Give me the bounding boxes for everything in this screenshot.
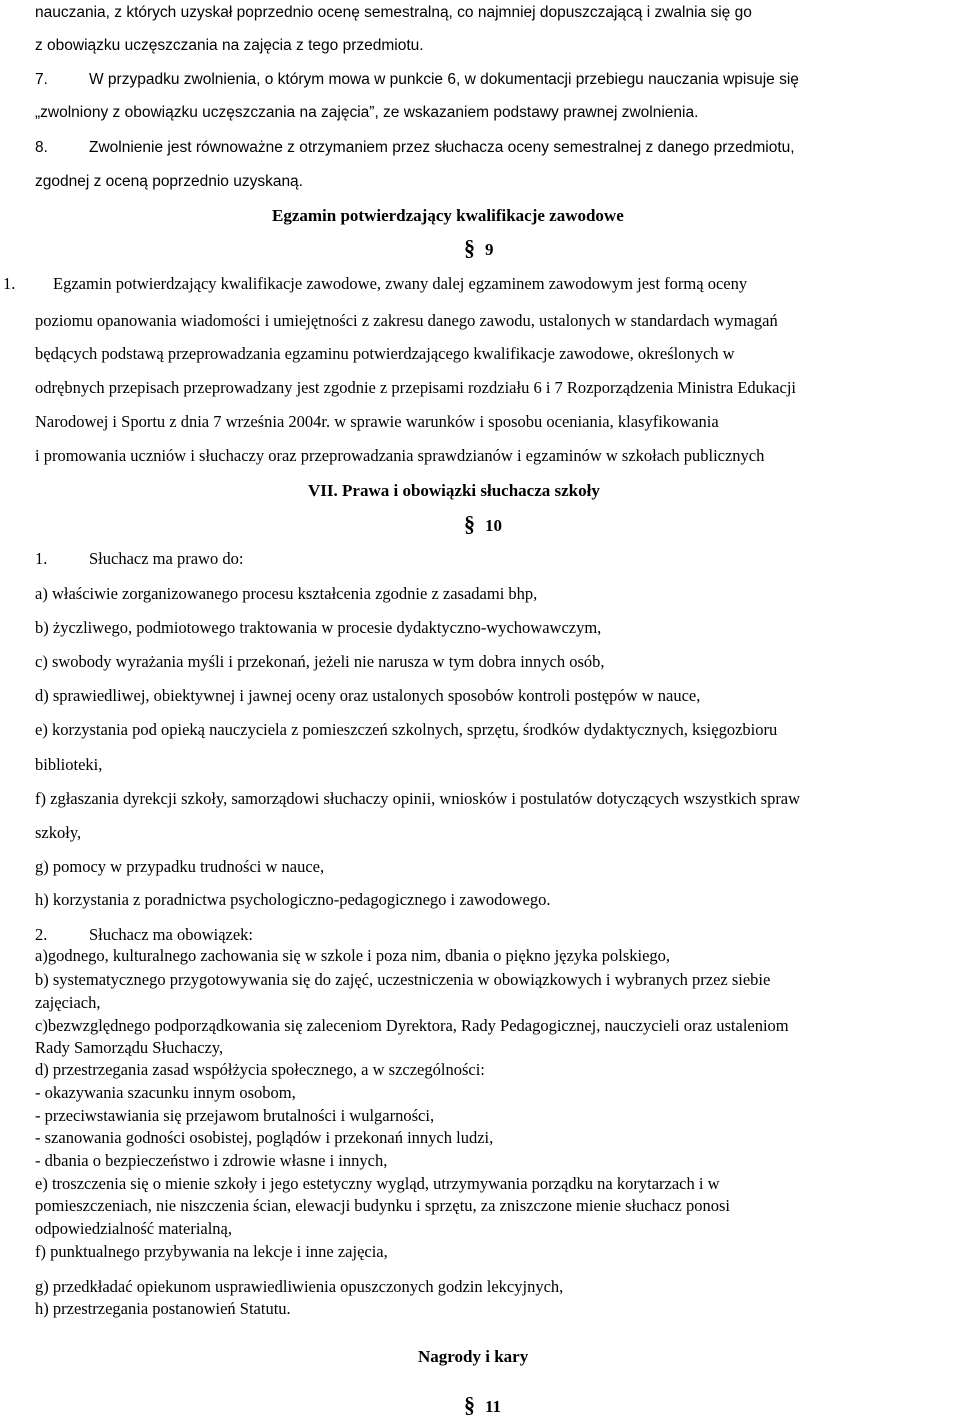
item-number: 7. (35, 71, 48, 88)
section-number (464, 1392, 502, 1417)
section-heading: Nagrody i kary (418, 1347, 529, 1366)
list-item: h) korzystania z poradnictwa psychologiczno-pedagogicznego i zawodowego. (35, 890, 551, 909)
section-heading: VII. Prawa i obowiązki słuchacza szkoły (308, 481, 600, 500)
list-item: f) zgłaszania dyrekcji szkoły, samorządowi słuchaczy opinii, wniosków i postulatów dotyczących wszystkich spraw (35, 789, 801, 808)
list-item-continuation: szkoły, (35, 823, 82, 842)
text-line: Słuchacz ma prawo do: (89, 549, 244, 568)
list-item: b) życzliwego, podmiotowego traktowania w procesie dydaktyczno-wychowawczym, (35, 618, 602, 637)
text-line: zgodnej z oceną poprzednio uzyskaną. (35, 173, 303, 190)
text-line: odrębnych przepisach przeprowadzany jest zgodnie z przepisami rozdziału 6 i 7 Rozporządzenia Ministra Edukacji (35, 378, 796, 397)
item-number: 8. (35, 139, 48, 156)
list-item: c) swobody wyrażania myśli i przekonań, jeżeli nie narusza w tym dobra innych osób, (35, 652, 605, 671)
section-number-value: 9 (485, 240, 494, 259)
section-number-value: 11 (485, 1397, 502, 1416)
list-item: h) przestrzegania postanowień Statutu. (35, 1299, 291, 1318)
section-sign: § (464, 1392, 475, 1417)
list-item: d) przestrzegania zasad współżycia społecznego, a w szczególności: (35, 1060, 485, 1079)
item-number: 1. (35, 549, 48, 568)
list-item: e) korzystania pod opieką nauczyciela z pomieszczeń szkolnych, sprzętu, środków dydaktycznych, księgozbioru (35, 720, 778, 739)
section-number (464, 511, 502, 536)
list-item: f) punktualnego przybywania na lekcje i inne zajęcia, (35, 1242, 388, 1261)
list-item: a)godnego, kulturalnego zachowania się w szkole i poza nim, dbania o piękno języka polskiego, (35, 946, 671, 965)
list-item-continuation: biblioteki, (35, 755, 103, 774)
list-subitem: - dbania o bezpieczeństwo i zdrowie własne i innych, (35, 1151, 388, 1170)
section-number-value: 10 (485, 516, 502, 535)
text-line: „zwolniony z obowiązku uczęszczania na zajęcia”, ze wskazaniem podstawy prawnej zwolnienia. (35, 104, 699, 121)
text-line: Egzamin potwierdzający kwalifikacje zawodowe, zwany dalej egzaminem zawodowym jest formą oceny (53, 274, 748, 293)
section-heading: Egzamin potwierdzający kwalifikacje zawodowe (272, 206, 624, 225)
section-number (464, 235, 494, 260)
text-line: i promowania uczniów i słuchaczy oraz przeprowadzania sprawdzianów i egzaminów w szkołach publicznych (35, 446, 765, 465)
list-item: g) przedkładać opiekunom usprawiedliwienia opuszczonych godzin lekcyjnych, (35, 1277, 564, 1296)
section-sign: § (464, 235, 475, 260)
section-sign: § (464, 511, 475, 536)
list-item: g) pomocy w przypadku trudności w nauce, (35, 857, 325, 876)
list-subitem: - okazywania szacunku innym osobom, (35, 1083, 296, 1102)
list-item-continuation: pomieszczeniach, nie niszczenia ścian, elewacji budynku i sprzętu, za zniszczone mienie słuchacz ponosi (35, 1196, 730, 1215)
text-line: będących podstawą przeprowadzania egzaminu potwierdzającego kwalifikacje zawodowe, określonych w (35, 344, 735, 363)
text-line: Słuchacz ma obowiązek: (89, 925, 254, 944)
list-item: c)bezwzględnego podporządkowania się zaleceniom Dyrektora, Rady Pedagogicznej, nauczycieli oraz ustaleniom (35, 1016, 789, 1035)
list-item: e) troszczenia się o mienie szkoły i jego estetyczny wygląd, utrzymywania porządku na korytarzach i w (35, 1174, 720, 1193)
list-subitem: - przeciwstawiania się przejawom brutalności i wulgarności, (35, 1106, 435, 1125)
text-line: W przypadku zwolnienia, o którym mowa w punkcie 6, w dokumentacji przebiegu nauczania wpisuje się (89, 71, 799, 88)
list-item-continuation: odpowiedzialność materialną, (35, 1219, 233, 1238)
item-number: 2. (35, 925, 48, 944)
text-line: nauczania, z których uzyskał poprzednio ocenę semestralną, co najmniej dopuszczającą i zwalnia się go (35, 4, 752, 21)
list-item: b) systematycznego przygotowywania się do zajęć, uczestniczenia w obowiązkowych i wybranych przez siebie (35, 970, 771, 989)
text-line: z obowiązku uczęszczania na zajęcia z tego przedmiotu. (35, 37, 424, 54)
text-line: Narodowej i Sportu z dnia 7 września 2004r. w sprawie warunków i sposobu oceniania, klasyfikowania (35, 412, 719, 431)
item-number: 1. (3, 274, 16, 293)
list-item-continuation: zajęciach, (35, 993, 101, 1012)
list-item-continuation: Rady Samorządu Słuchaczy, (35, 1038, 224, 1057)
list-subitem: - szanowania godności osobistej, poglądów i przekonań innych ludzi, (35, 1128, 494, 1147)
list-item: a) właściwie zorganizowanego procesu kształcenia zgodnie z zasadami bhp, (35, 584, 538, 603)
text-line: Zwolnienie jest równoważne z otrzymaniem przez słuchacza oceny semestralnej z danego przedmiotu, (89, 139, 795, 156)
text-line: poziomu opanowania wiadomości i umiejętności z zakresu danego zawodu, ustalonych w standardach wymagań (35, 311, 778, 330)
list-item: d) sprawiedliwej, obiektywnej i jawnej oceny oraz ustalonych sposobów kontroli postępów w nauce, (35, 686, 701, 705)
